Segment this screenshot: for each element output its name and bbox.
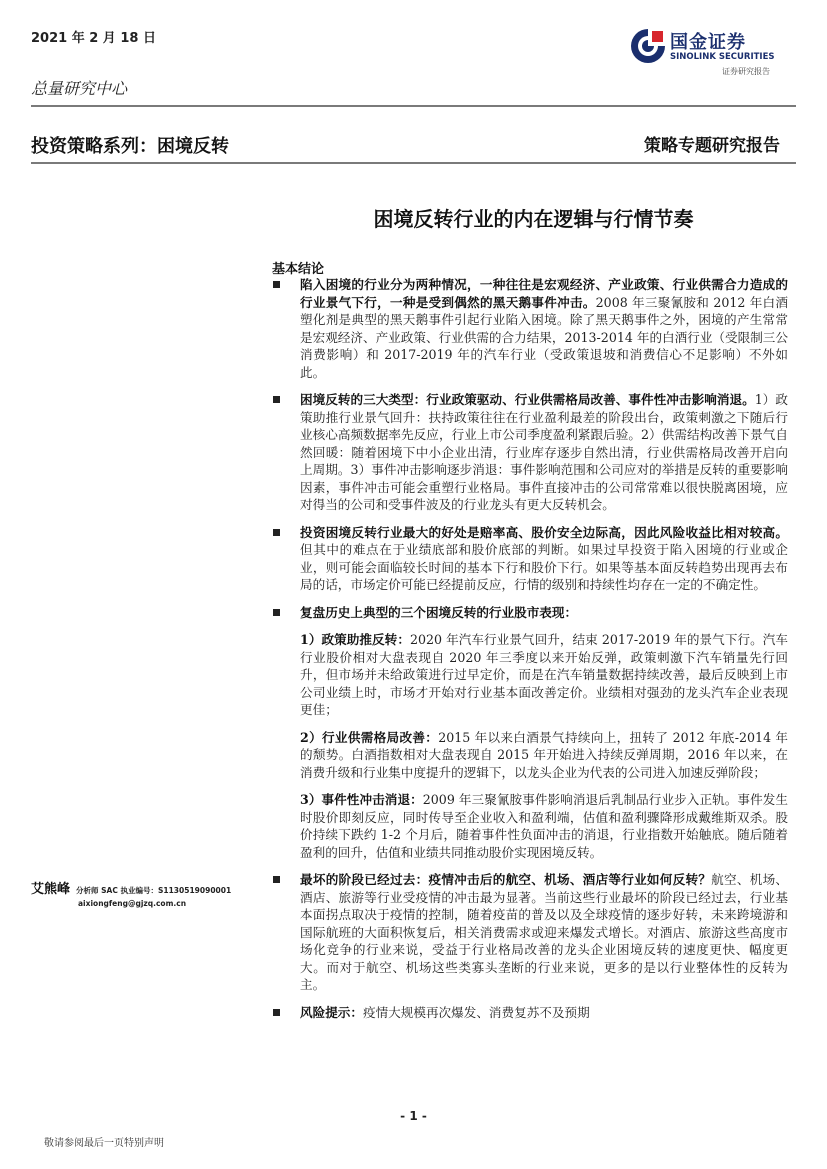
report-title: 困境反转行业的内在逻辑与行情节奏 <box>373 207 694 231</box>
sub-point-bold-text: 1）政策助推反转： <box>300 632 410 647</box>
logo-text-cn: 国金证券 <box>670 32 746 53</box>
logo-subtitle: 证券研究报告 <box>722 67 770 76</box>
author-info <box>31 878 261 908</box>
bullet-bold-text: 最坏的阶段已经过去：疫情冲击后的航空、机场、酒店等行业如何反转？ <box>300 872 712 887</box>
logo-text-en: SINOLINK SECURITIES <box>670 52 775 62</box>
bullet-square-icon <box>273 609 280 616</box>
footer-disclaimer: 敬请参阅最后一页特别声明 <box>44 1138 164 1149</box>
bullet-text: 2008 年三聚氰胺和 2012 年白酒塑化剂是典型的黑天鹅事件引起行业陷入困境。除了黑天鹅事件之外，困境的产生常常是宏观经济、产业政策、行业供需的合力结果，2013-2014 年的白酒行业（受限制三公消费影响）和 2017-2019 年的汽车行业（受政策退坡和消费信心不足影响）不外如此。 <box>300 294 788 380</box>
section-heading: 基本结论 <box>272 262 325 277</box>
bullet-bold-text: 风险提示： <box>300 1004 363 1020</box>
sub-point <box>272 631 788 719</box>
author-name: 艾熊峰 <box>31 882 71 897</box>
bullet-text: 疫情大规模再次爆发、消费复苏不及预期 <box>362 1004 590 1020</box>
series-title: 投资策略系列：困境反转 <box>31 136 229 157</box>
sub-point-bold-text: 3）事件性冲击消退： <box>300 792 423 807</box>
header-divider-bottom <box>31 162 796 164</box>
sub-point <box>272 729 788 782</box>
sub-point-bold-text: 2）行业供需格局改善： <box>300 729 439 745</box>
sub-point <box>272 791 788 861</box>
bullet-point <box>272 604 788 622</box>
bullet-square-icon <box>273 396 280 403</box>
sub-point-text: 2009 年三聚氰胺事件影响消退后乳制品行业步入正轨。事件发生时股价即刻反应，同时传导至企业收入和盈利端，估值和盈利骤降形成戴维斯双杀。股价持续下跌约 1-2 个月后，随着事件性负面冲击的消退，行业指数开始触底。随后随着盈利的回升，估值和业绩共同推动股价实现困境反转。 <box>300 792 788 860</box>
author-role: 分析师 SAC 执业编号：S1130519090001 <box>76 886 232 895</box>
logo-mark-icon <box>630 28 666 64</box>
bullet-point <box>272 276 788 381</box>
conclusions <box>272 276 788 1031</box>
bullet-point <box>272 871 788 994</box>
bullet-point <box>272 524 788 594</box>
bullet-point <box>272 391 788 514</box>
bullet-square-icon <box>273 1009 280 1016</box>
bullet-square-icon <box>273 281 280 288</box>
page-number: - 1 - <box>400 1109 427 1123</box>
department: 总量研究中心 <box>31 79 128 98</box>
bullet-text: 但其中的难点在于业绩底部和股价底部的判断。如果过早投资于陷入困境的行业或企业，则可能会面临较长时间的基本下行和股价下行。如果等基本面反转趋势出现再去布局的话，市场定价可能已经提前反应，行情的级别和持续性均存在一定的不确定性。 <box>300 542 788 592</box>
bullet-bold-text: 困境反转的三大类型：行业政策驱动、行业供需格局改善、事件性冲击影响消退。 <box>300 392 755 407</box>
bullet-text: 1）政策助推行业景气回升：扶持政策往往在行业盈利最差的阶段出台，政策刺激之下随后行业核心高频数据率先反应，行业上市公司季度盈利紧跟后验。2）供需结构改善下景气自然回暖：随着困境下中小企业出清，行业库存逐步自然出清，行业供需格局改善开启向上周期。3）事件冲击影响逐步消退：事件影响范围和公司应对的举措是反转的重要影响因素，事件冲击可能会重塑行业格局。事件直接冲击的公司常常难以很快脱离困境，应对得当的公司和受事件波及的行业龙头有更大反转机会。 <box>300 392 789 512</box>
bullet-point <box>272 1004 788 1022</box>
sub-point-text: 2015 年以来白酒景气持续向上，扭转了 2012 年底-2014 年的颓势。白酒指数相对大盘表现自 2015 年开始进入持续反弹周期，2016 年以来，在消费升级和行业集中度提升的逻辑下，以龙头企业为代表的公司进入加速反弹阶段； <box>300 729 788 780</box>
bullet-square-icon <box>273 529 280 536</box>
report-date: 2021 年 2 月 18 日 <box>31 31 156 46</box>
author-email[interactable]: aixiongfeng@gjzq.com.cn <box>78 899 187 908</box>
bullet-bold-text: 复盘历史上典型的三个困境反转的行业股市表现： <box>300 604 578 620</box>
bullet-text: 航空、机场、酒店、旅游等行业受疫情的冲击最为显著。当前这些行业最坏的阶段已经过去，行业基本面拐点取决于疫情的控制，随着疫苗的普及以及全球疫情的逐步好转，未来跨境游和国际航班的大面积恢复后，相关消费需求或迎来爆发式增长。对酒店、旅游这些高度市场化竞争的行业来说，受益于行业格局改善的龙头企业困境反转的速度更快、幅度更大。而对于航空、机场这些类寡头垄断的行业来说，更多的是以行业整体性的反转为主。 <box>300 872 789 992</box>
bullet-bold-text: 陷入困境的行业分为两种情况，一种往往是宏观经济、产业政策、行业供需合力造成的行业景气下行，一种是受到偶然的黑天鹅事件冲击。 <box>300 277 788 310</box>
sub-point-text: 2020 年汽车行业景气回升，结束 2017-2019 年的景气下行。汽车行业股价相对大盘表现自 2020 年三季度以来开始反弹，政策刺激下汽车销量先行回升，但市场并未给政策进行过早定价，而是在汽车销量数据持续改善，最后反映到上市公司业绩上时，市场才开始对行业基本面改善定价。业绩相对强劲的龙头汽车企业表现更佳； <box>300 632 788 717</box>
header-divider-top <box>31 105 796 107</box>
report-type: 策略专题研究报告 <box>644 136 780 156</box>
bullet-square-icon <box>273 876 280 883</box>
bullet-bold-text: 投资困境反转行业最大的好处是赔率高、股价安全边际高，因此风险收益比相对较高。 <box>300 524 788 540</box>
